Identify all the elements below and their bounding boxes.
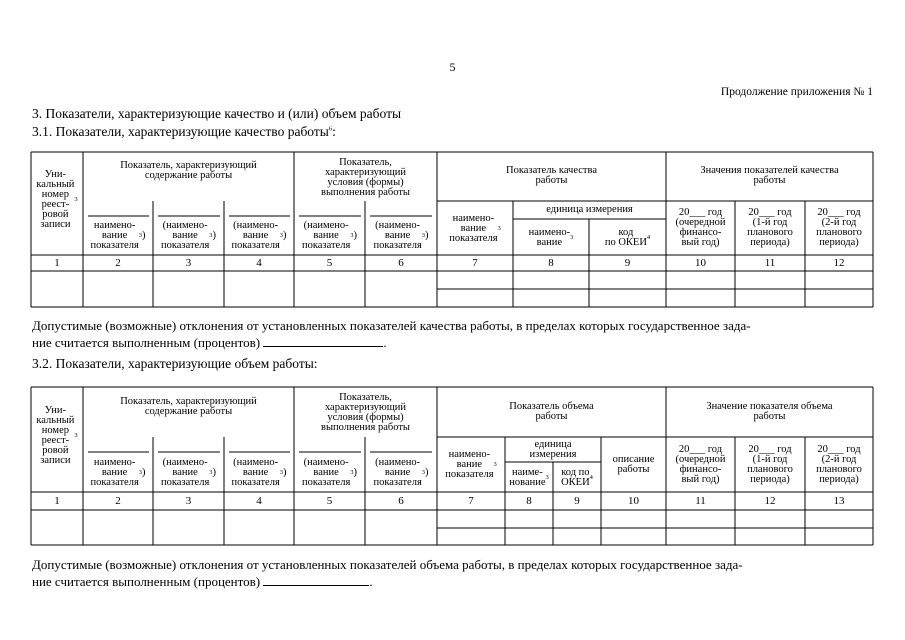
param-header-2: (наимено- вание показателя 3 ) (160, 457, 217, 488)
col-number: 7 (468, 495, 474, 507)
col-number: 6 (398, 257, 404, 269)
col-number: 5 (326, 257, 333, 269)
unit-code-header: код по ОКЕИ 4 (604, 226, 651, 248)
col-unique-number-header: Уни- кальный номер реест- ровой записи 3 (36, 169, 78, 230)
param-header-4: (наимено- вание показателя 3 ) (301, 457, 358, 488)
year1-header: 20___ год (очередной финансо- вый год) (675, 207, 726, 248)
unit-group-header: единица измерения (546, 204, 633, 215)
unit-group-header: единица измерения (529, 439, 577, 460)
col-number: 10 (695, 257, 706, 269)
col-number: 12 (833, 257, 845, 269)
group-quality-indicator-header: Показатель качества работы (506, 165, 597, 186)
group-content-header: Показатель, характеризующий содержание работы (120, 160, 257, 181)
group-volume-indicator-header: Показатель объема работы (509, 401, 594, 422)
col-number: 1 (54, 495, 60, 507)
quality-deviation-note: Допустимые (возможные) отклонения от установленных показателей качества работы, в пределах которых государственное зада- ние считается выполненным (процентов) . (32, 318, 751, 350)
group-conditions-header: Показатель, характеризующий условия (формы) выполнения работы (321, 392, 410, 433)
group-volume-values-header: Значение показателя объема работы (706, 401, 833, 422)
section-3-2-heading: 3.2. Показатели, характеризующие объем работы: (32, 356, 318, 371)
col-number: 6 (398, 495, 404, 507)
param-header-1: наимено- вание показателя 3 ) (90, 457, 146, 488)
page-number: 5 (449, 60, 456, 74)
indicator-name-header: наимено- вание показателя 3 (449, 213, 501, 244)
appendix-continuation: Продолжение приложения № 1 (720, 86, 873, 98)
year1-header: 20___ год (очередной финансо- вый год) (675, 444, 726, 485)
param-header-1: наимено- вание показателя 3 ) (90, 220, 146, 251)
param-header-5: (наимено- вание показателя 3 ) (373, 457, 429, 488)
param-header-4: (наимено- вание показателя 3 ) (301, 220, 358, 251)
group-conditions-header: Показатель, характеризующий условия (формы) выполнения работы (321, 157, 410, 198)
section-3-heading: 3. Показатели, характеризующие качество и (или) объем работы (32, 106, 402, 121)
col-number: 12 (764, 495, 776, 507)
param-header-3: (наимено- вание показателя 3 ) (231, 220, 287, 251)
year2-header: 20___ год (1-й год планового периода) (747, 207, 793, 248)
year3-header: 20___ год (2-й год планового периода) (816, 444, 862, 485)
col-unique-number-header: Уни- кальный номер реест- ровой записи 3 (36, 405, 78, 466)
volume-deviation-blank[interactable] (263, 574, 369, 586)
col-number: 2 (115, 495, 121, 507)
col-number: 5 (326, 495, 333, 507)
param-header-3: (наимено- вание показателя 3 ) (231, 457, 287, 488)
unit-name-header: наиме- нование 3 (509, 466, 549, 488)
group-content-header: Показатель, характеризующий содержание работы (120, 396, 257, 417)
col-number: 7 (472, 257, 478, 269)
col-number: 11 (695, 495, 706, 507)
col-number: 10 (628, 495, 639, 507)
col-number: 4 (256, 257, 262, 269)
param-header-2: (наимено- вание показателя 3 ) (160, 220, 217, 251)
volume-deviation-note: Допустимые (возможные) отклонения от установленных показателей объема работы, в пределах которых государственное зада- ние считается выполненным (процентов) . (32, 557, 743, 589)
col-number: 9 (574, 495, 580, 507)
col-number: 1 (54, 257, 60, 269)
col-number: 3 (185, 495, 192, 507)
col-number: 8 (526, 495, 532, 507)
group-quality-values-header: Значения показателей качества работы (700, 165, 839, 186)
year3-header: 20___ год (2-й год планового периода) (816, 207, 862, 248)
year2-header: 20___ год (1-й год планового периода) (747, 444, 793, 485)
indicator-name-header: наимено- вание показателя 3 (445, 449, 497, 480)
col-number: 13 (833, 495, 845, 507)
col-number: 8 (548, 257, 554, 269)
unit-name-header: наимено- вание 3 (528, 226, 574, 248)
col-number: 9 (624, 257, 631, 269)
col-number: 11 (764, 257, 776, 269)
col-number: 4 (256, 495, 262, 507)
unit-code-header: код по ОКЕИ 4 (561, 466, 593, 488)
col-number: 3 (185, 257, 192, 269)
col-number: 2 (115, 257, 121, 269)
section-3-1-heading: 3.1. Показатели, характеризующие качество работы$^6$: (32, 124, 336, 139)
param-header-5: (наимено- вание показателя 3 ) (373, 220, 429, 251)
work-description-header: описание работы (612, 454, 655, 475)
